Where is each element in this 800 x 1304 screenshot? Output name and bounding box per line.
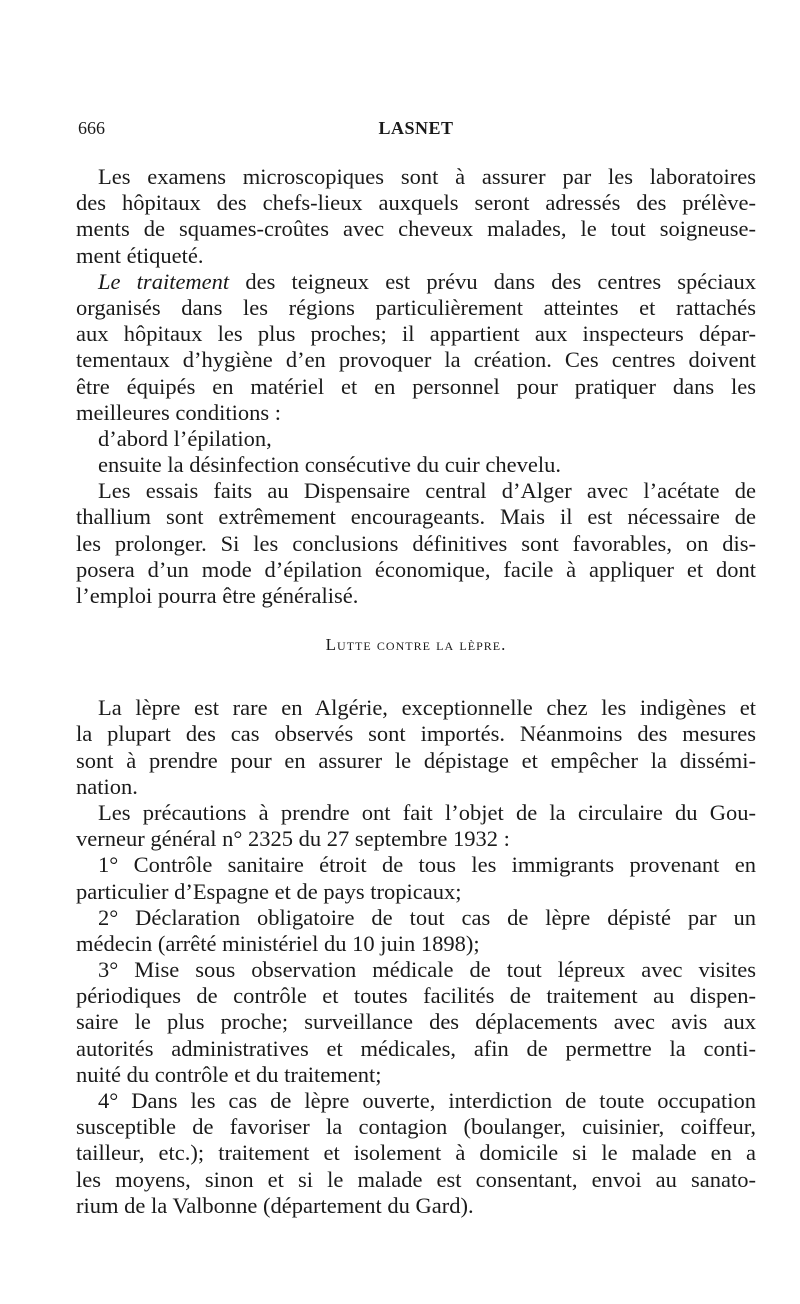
text-line: 1° Contrôle sanitaire étroit de tous les immigrants provenant en	[98, 852, 756, 878]
text-line: thallium sont extrêmement encourageants. Mais il est nécessaire de	[76, 504, 756, 530]
text-line: 4° Dans les cas de lèpre ouverte, interdiction de toute occupation	[98, 1088, 756, 1113]
text-line: tementaux d’hygiène d’en provoquer la création. Ces centres doivent	[76, 347, 756, 373]
paragraph-essais	[76, 478, 756, 609]
text-line: particulier d’Espagne et de pays tropicaux;	[76, 878, 462, 904]
section-heading: Lutte contre la lèpre.	[325, 635, 507, 655]
text-line: organisés dans les régions particulièrement atteintes et rattachés	[76, 294, 756, 320]
text-line: tailleur, etc.); traitement et isolement à domicile si le malade en a	[76, 1140, 756, 1166]
text-line: 2° Déclaration obligatoire de tout cas de lèpre dépisté par un	[98, 904, 756, 930]
section-heading-block	[76, 609, 756, 695]
text-line: Les examens microscopiques sont à assurer par les laboratoires	[98, 164, 756, 189]
running-title: LASNET	[378, 118, 454, 138]
text-line: posera d’un mode d’épilation économique, facile à appliquer et dont	[76, 556, 756, 582]
text-line: La lèpre est rare en Algérie, exceptionnelle chez les indigènes et	[98, 695, 756, 721]
paragraph-precautions	[76, 800, 756, 852]
lead-rest: des teigneux est prévu dans des centres spéciaux	[229, 268, 756, 294]
text-line: sont à prendre pour en assurer le dépistage et empêcher la dissémi-	[76, 747, 756, 773]
text-line: la plupart des cas observés sont importés. Néanmoins des mesures	[76, 721, 756, 747]
text-line: Les essais faits au Dispensaire central d’Alger avec l’acétate de	[98, 478, 756, 504]
text-line: verneur général n° 2325 du 27 septembre 1932 :	[76, 826, 510, 852]
measure-item-3	[76, 957, 756, 1088]
page-number: 666	[78, 118, 105, 138]
text-line: autorités administratives et médicales, afin de permettre la conti-	[76, 1035, 756, 1061]
text-line: médecin (arrêté ministériel du 10 juin 1898);	[76, 930, 480, 956]
text-line: saire le plus proche; surveillance des déplacements avec avis aux	[76, 1009, 756, 1035]
text-line: être équipés en matériel et en personnel pour pratiquer dans les	[76, 373, 756, 399]
italic-lead: Le traitement	[98, 268, 230, 294]
text-line: nuité du contrôle et du traitement;	[76, 1061, 382, 1087]
paragraph-lepre	[76, 695, 756, 800]
text-line: nation.	[76, 773, 138, 799]
paragraph-examens	[76, 164, 756, 269]
text-line: 3° Mise sous observation médicale de tout lépreux avec visites	[98, 957, 756, 983]
body-text	[76, 164, 756, 1219]
measure-item-2	[76, 905, 756, 957]
text-line	[76, 269, 756, 295]
measure-item-1	[76, 852, 756, 904]
text-line: les prolonger. Si les conclusions définitives sont favorables, on dis-	[76, 530, 756, 556]
text-line: susceptible de favoriser la contagion (boulanger, cuisinier, coiffeur,	[76, 1114, 756, 1140]
text-line: meilleures conditions :	[76, 399, 281, 425]
text-line: périodiques de contrôle et toutes facilités de traitement au dispen-	[76, 983, 756, 1009]
running-head	[78, 118, 754, 146]
text-line: l’emploi pourra être généralisé.	[76, 583, 359, 608]
text-line: aux hôpitaux les plus proches; il appartient aux inspecteurs dépar-	[76, 321, 756, 347]
text-line: rium de la Valbonne (département du Gard).	[76, 1192, 474, 1218]
text-line: des hôpitaux des chefs-lieux auxquels seront adressés des prélève-	[76, 190, 756, 216]
list-item: d’abord l’épilation,	[98, 425, 272, 451]
text-line: ment étiqueté.	[76, 242, 204, 268]
list-item: ensuite la désinfection consécutive du cuir chevelu.	[98, 452, 561, 478]
text-line: les moyens, sinon et si le malade est consentant, envoi au sanato-	[76, 1166, 756, 1192]
paragraph-traitement	[76, 269, 756, 479]
measure-item-4	[76, 1088, 756, 1219]
text-line: Les précautions à prendre ont fait l’objet de la circulaire du Gou-	[98, 799, 756, 825]
text-line: ments de squames-croûtes avec cheveux malades, le tout soigneuse-	[76, 216, 756, 242]
